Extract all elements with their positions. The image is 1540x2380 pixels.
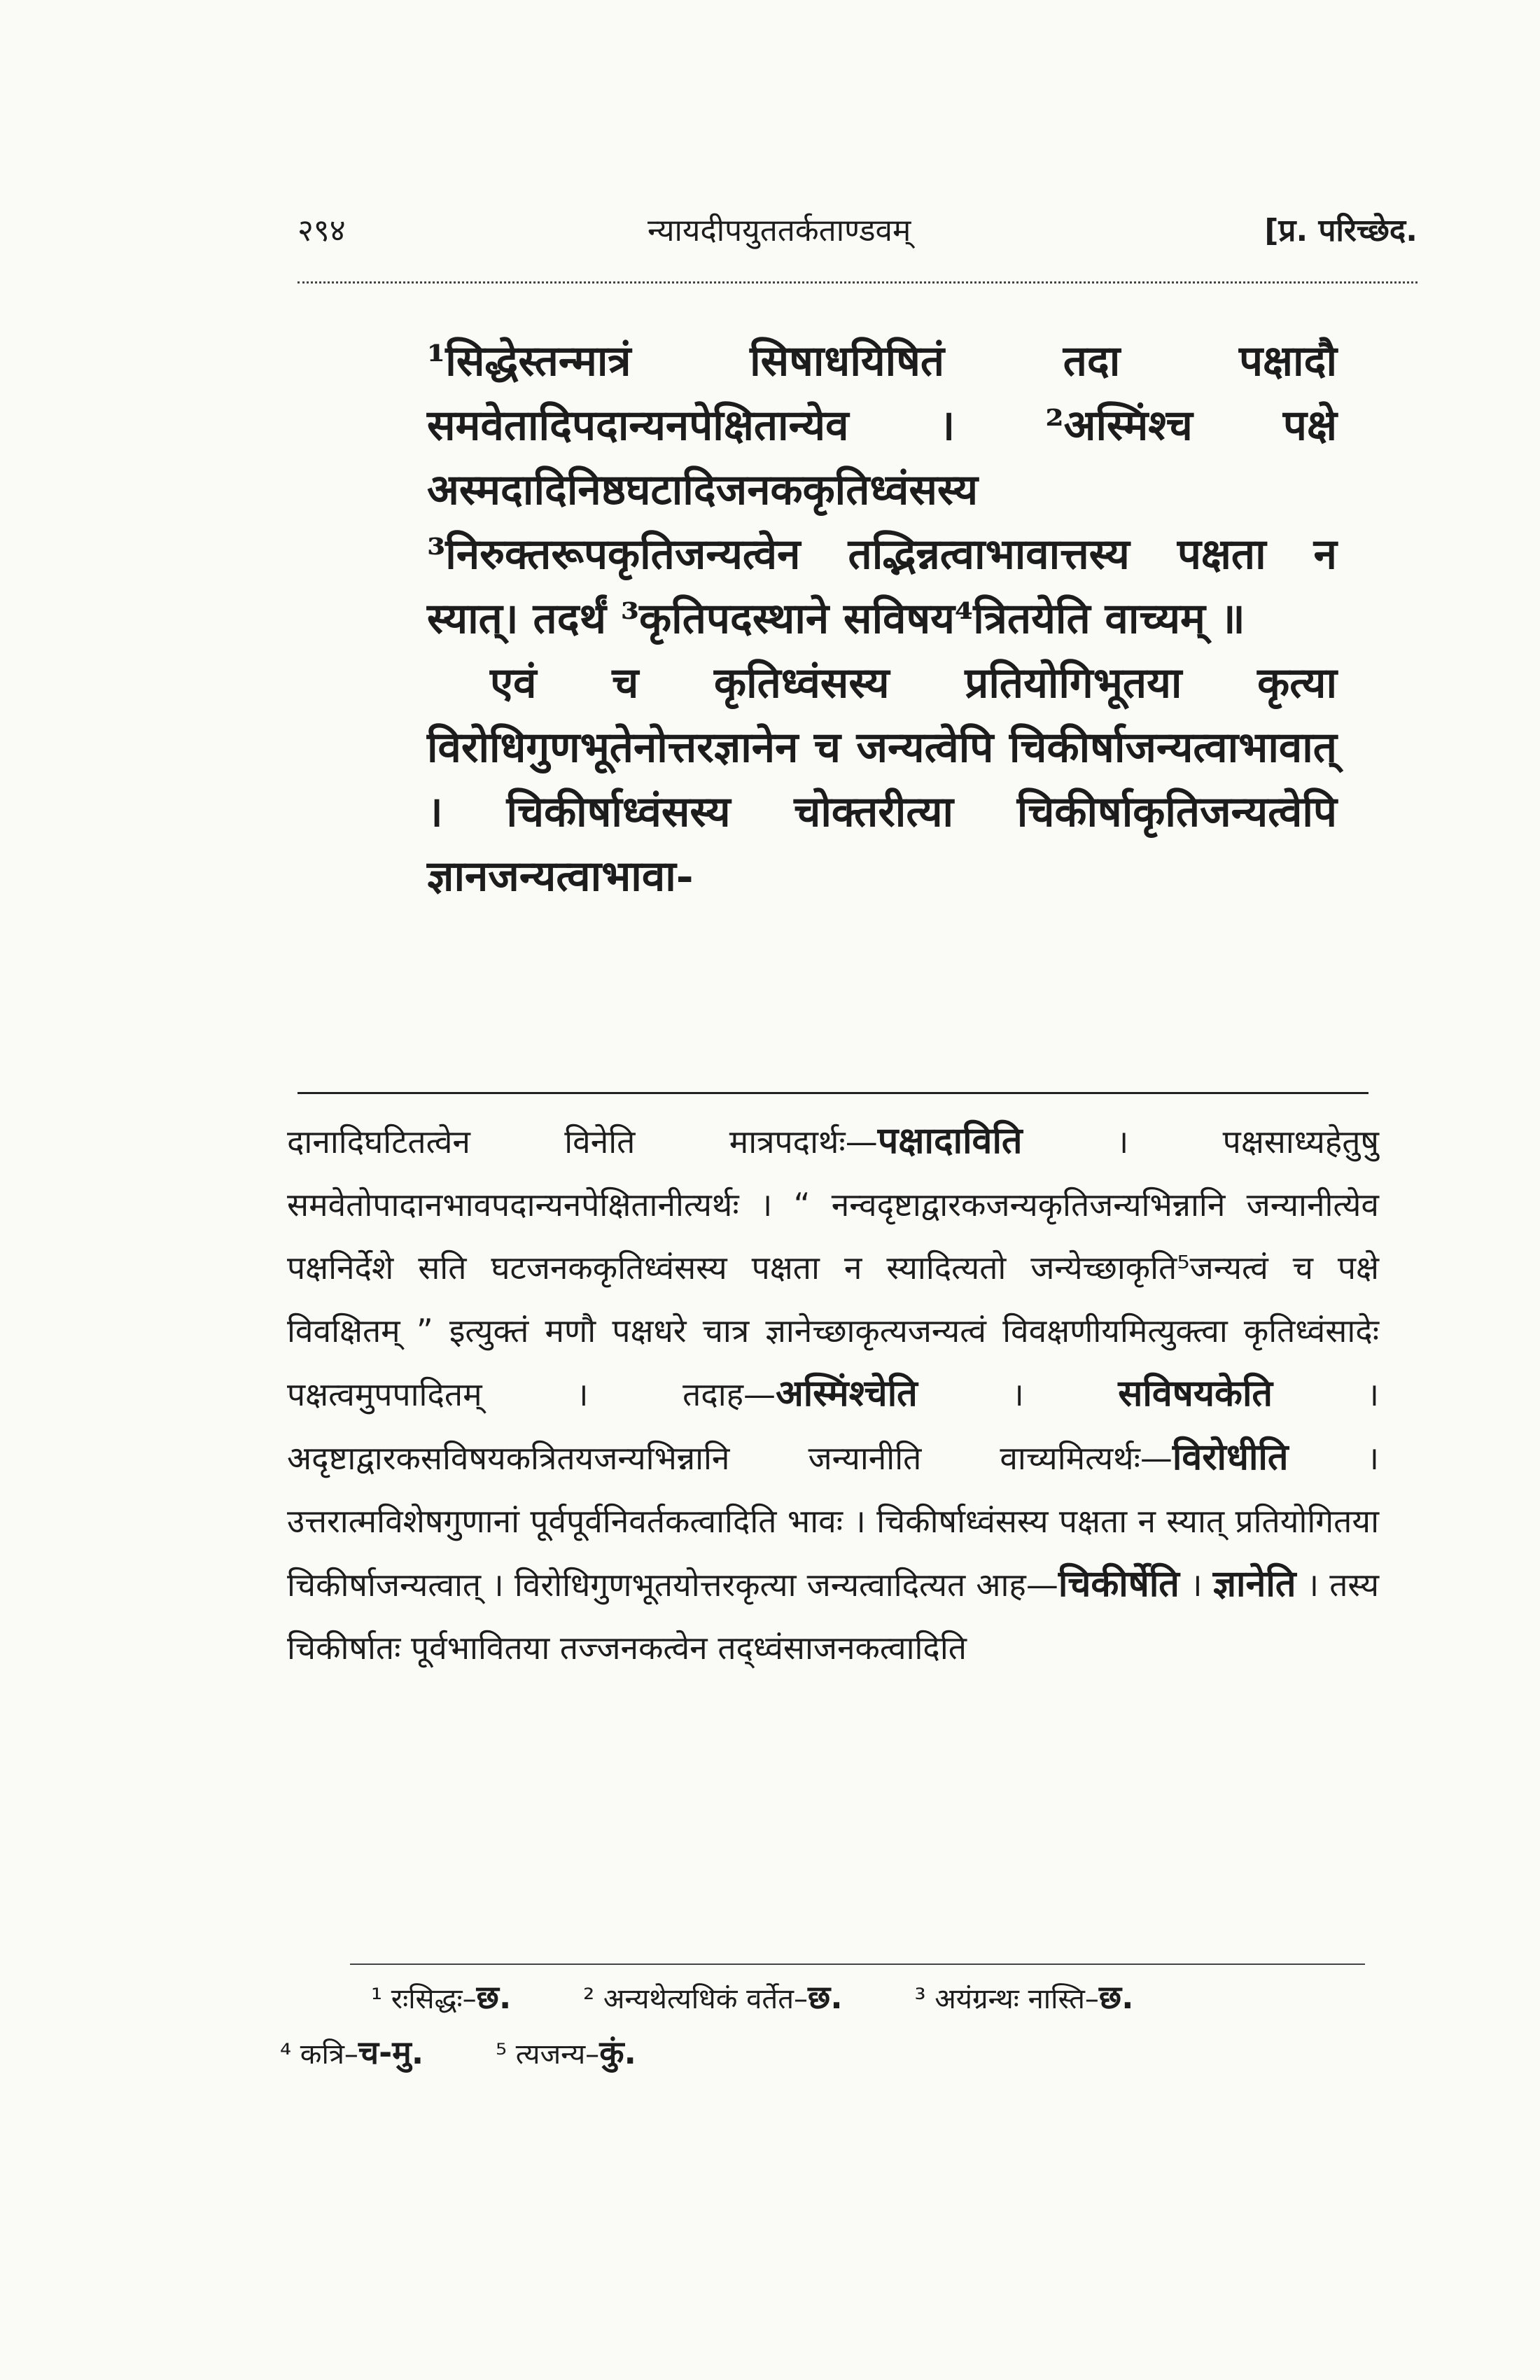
footnote — [583, 1978, 843, 2016]
header-rule — [298, 281, 1418, 284]
footnote — [371, 1978, 512, 2016]
commentary-text: । — [1011, 1376, 1119, 1413]
footnote-marker: ³ — [914, 1983, 926, 2015]
commentary-text: । अदृष्टाद्वारकसविषयकत्रितयजन्यभिन्नानि जन्यानीति वाच्यमित्यर्थः— — [287, 1376, 1380, 1477]
commentary-text: । पक्षसाध्यहेतुषु समवेतोपादानभावपदान्यनपेक्षितानीत्यर्थः । “ नन्वदृष्टाद्वारकजन्यकृतिजन्यभिन्नानि जन्यानीत्येव पक्षनिर्देशे सति घटजनककृतिध्वंसस्य पक्षता न स्यादित्यतो जन्येच्छाकृति⁵जन्यत्वं च पक्षे विवक्षितम् ” इत्युक्तं मणौ पक्षधरे चात्र ज्ञानेच्छाकृत्यजन्यत्वं विवक्षणीयमित्युक्त्वा कृतिध्वंसादेः पक्षत्वमुपपादितम् । तदाह— — [287, 1123, 1380, 1413]
commentary-lemma: विरोधीति — [1172, 1436, 1289, 1478]
footnote — [914, 1978, 1134, 2016]
main-paragraph: ¹सिद्धेस्तन्मात्रं सिषाधयिषितं तदा पक्षादौ समवेतादिपदान्यनपेक्षितान्येव । ²अस्मिंश्च पक्षे अस्मदादिनिष्ठघटादिजनककृतिध्वंसस्य ³निरुक्तरूपकृतिजन्यत्वेन तद्भिन्नत्वाभावात्तस्य पक्षता न स्यात्। तदर्थं ³कृतिपदस्थाने सविषय⁴त्रितयेति वाच्यम् ॥ — [427, 337, 1337, 643]
footnote-source: छ. — [476, 1978, 512, 2016]
section-label: [प्र. परिच्छेद. — [1264, 213, 1418, 248]
main-paragraph: एवं च कृतिध्वंसस्य प्रतियोगिभूतया कृत्या विरोधिगुणभूतेनोत्तरज्ञानेन च जन्यत्वेपि चिकीर्षाजन्यत्वाभावात् । चिकीर्षाध्वंसस्य चोक्तरीत्या चिकीर्षाकृतिजन्यत्वेपि ज्ञानजन्यत्वाभावा- — [427, 659, 1337, 901]
footnotes — [280, 1970, 1372, 2081]
running-title: न्यायदीपयुततर्कताण्डवम् — [648, 213, 911, 248]
commentary-text: । उत्तरात्मविशेषगुणानां पूर्वपूर्वनिवर्तकत्वादिति भावः । चिकीर्षाध्वंसस्य पक्षता न स्यात् प्रतियोगितया चिकीर्षाजन्यत्वात् । विरोधिगुणभूतयोत्तरकृत्या जन्यत्वादित्यत आह— — [287, 1439, 1379, 1604]
running-header — [298, 210, 1418, 266]
footnote-source: छ. — [1098, 1978, 1134, 2016]
commentary-text: दानादिघटितत्वेन विनेति मात्रपदार्थः— — [287, 1123, 878, 1161]
commentary-text: । — [1190, 1566, 1213, 1604]
footnote-rule — [350, 1963, 1365, 1965]
text-divider — [298, 1092, 1368, 1094]
footnote-source: च-मु. — [358, 2033, 424, 2071]
footnote-text: अयंग्रन्थः नास्ति– — [925, 1983, 1099, 2015]
footnote-row — [280, 1970, 1372, 2026]
footnote-text: त्यजन्य– — [506, 2038, 600, 2071]
footnote-marker: ¹ — [371, 1983, 383, 2015]
footnote-text: रःसिद्धः– — [382, 1983, 477, 2015]
footnote-marker: ² — [583, 1983, 595, 2015]
footnote-row — [280, 2026, 1372, 2081]
commentary-lemma: अस्मिंश्चेति — [776, 1373, 918, 1415]
main-text — [427, 329, 1337, 909]
footnote-source: छ. — [808, 1978, 843, 2016]
footnote-source: कुं. — [599, 2033, 636, 2071]
footnote-marker: ⁴ — [280, 2038, 292, 2071]
page-number: २९४ — [298, 213, 346, 248]
commentary-lemma: पक्षादाविति — [877, 1120, 1023, 1162]
commentary-text: । तस्य चिकीर्षातः पूर्वभावितया तज्जनकत्वेन तद्ध्वंसाजनकत्वादिति — [287, 1566, 1380, 1667]
commentary-lemma: ज्ञानेति — [1212, 1563, 1296, 1605]
footnote — [280, 2033, 424, 2071]
commentary-lemma: चिकीर्षेति — [1058, 1563, 1180, 1605]
footnote-marker: ⁵ — [495, 2038, 507, 2071]
commentary-lemma: सविषयकेति — [1118, 1373, 1273, 1415]
footnote-text: अन्यथेत्यधिकं वर्तेत– — [594, 1983, 808, 2015]
footnote — [495, 2033, 636, 2071]
commentary — [287, 1110, 1379, 1679]
footnote-text: कत्रि– — [291, 2038, 358, 2071]
